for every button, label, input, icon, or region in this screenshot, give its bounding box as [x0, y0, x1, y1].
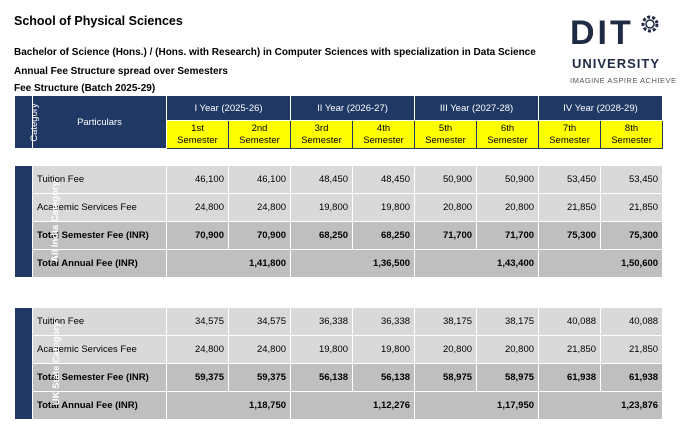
row-label-semester-total: Total Semester Fee (INR)	[33, 222, 167, 250]
total-cell: 61,938	[601, 364, 663, 392]
fee-cell: 50,900	[477, 166, 539, 194]
year-header-3: III Year (2027-28)	[415, 96, 539, 121]
fee-cell: 48,450	[291, 166, 353, 194]
total-cell: 56,138	[291, 364, 353, 392]
category-header-cell	[15, 96, 40, 149]
semester-header: 5th Semester	[415, 121, 477, 149]
fee-cell: 38,175	[477, 308, 539, 336]
logo-dit-text: DIT	[570, 14, 634, 52]
annual-total-cell: 1,23,876	[539, 392, 663, 420]
fee-cell: 21,850	[601, 336, 663, 364]
annual-total-cell: 1,18,750	[167, 392, 291, 420]
spacer-row	[15, 278, 663, 308]
row-label-annual-total: Total Annual Fee (INR)	[33, 250, 167, 278]
semester-header: 4th Semester	[353, 121, 415, 149]
fee-cell: 36,338	[291, 308, 353, 336]
year-header-4: IV Year (2028-29)	[539, 96, 663, 121]
gear-icon	[638, 12, 662, 36]
fee-cell: 40,088	[539, 308, 601, 336]
fee-cell: 46,100	[167, 166, 229, 194]
annual-total-cell: 1,50,600	[539, 250, 663, 278]
fee-cell: 46,100	[229, 166, 291, 194]
fee-cell: 19,800	[291, 194, 353, 222]
year-header-2: II Year (2026-27)	[291, 96, 415, 121]
fee-cell: 21,850	[539, 336, 601, 364]
fee-cell: 24,800	[229, 194, 291, 222]
fee-cell: 19,800	[353, 194, 415, 222]
total-cell: 56,138	[353, 364, 415, 392]
logo-tagline: IMAGINE ASPIRE ACHIEVE	[570, 76, 677, 85]
fee-cell: 20,800	[415, 336, 477, 364]
batch-title: Fee Structure (Batch 2025-29)	[14, 83, 156, 94]
row-label-academic: Academic Services Fee	[33, 194, 167, 222]
annual-total-cell: 1,43,400	[415, 250, 539, 278]
fee-structure-table	[14, 95, 663, 420]
semester-header: 1st Semester	[167, 121, 229, 149]
fee-cell: 19,800	[353, 336, 415, 364]
annual-total-cell: 1,12,276	[291, 392, 415, 420]
semester-header: 3rd Semester	[291, 121, 353, 149]
logo-university-text: UNIVERSITY	[572, 56, 661, 71]
total-cell: 58,975	[415, 364, 477, 392]
fee-cell: 34,575	[167, 308, 229, 336]
fee-subtitle: Annual Fee Structure spread over Semesters	[14, 66, 228, 77]
fee-cell: 21,850	[601, 194, 663, 222]
row-label-tuition: Tuition Fee	[33, 308, 167, 336]
fee-cell: 20,800	[477, 336, 539, 364]
category-label: UK State Category	[51, 321, 63, 406]
annual-total-cell: 1,36,500	[291, 250, 415, 278]
semester-header: 7th Semester	[539, 121, 601, 149]
fee-cell: 38,175	[415, 308, 477, 336]
fee-cell: 36,338	[353, 308, 415, 336]
total-cell: 58,975	[477, 364, 539, 392]
dit-university-logo	[566, 10, 677, 92]
total-cell: 68,250	[291, 222, 353, 250]
total-cell: 75,300	[601, 222, 663, 250]
fee-cell: 24,800	[229, 336, 291, 364]
year-header-1: I Year (2025-26)	[167, 96, 291, 121]
total-cell: 68,250	[353, 222, 415, 250]
fee-cell: 19,800	[291, 336, 353, 364]
fee-cell: 24,800	[167, 336, 229, 364]
total-cell: 59,375	[229, 364, 291, 392]
total-cell: 75,300	[539, 222, 601, 250]
fee-cell: 34,575	[229, 308, 291, 336]
spacer-row	[15, 149, 663, 166]
annual-total-cell: 1,17,950	[415, 392, 539, 420]
total-cell: 70,900	[167, 222, 229, 250]
fee-cell: 53,450	[601, 166, 663, 194]
semester-header: 2nd Semester	[229, 121, 291, 149]
category-header: Category	[28, 102, 40, 142]
row-label-tuition: Tuition Fee	[33, 166, 167, 194]
row-label-annual-total: Total Annual Fee (INR)	[33, 392, 167, 420]
semester-header: 6th Semester	[477, 121, 539, 149]
total-cell: 59,375	[167, 364, 229, 392]
school-title: School of Physical Sciences	[14, 14, 183, 28]
total-cell: 71,700	[415, 222, 477, 250]
total-cell: 71,700	[477, 222, 539, 250]
program-title: Bachelor of Science (Hons.) / (Hons. with Research) in Computer Sciences with specialization in Data Science	[14, 47, 536, 58]
fee-cell: 48,450	[353, 166, 415, 194]
fee-cell: 24,800	[167, 194, 229, 222]
total-cell: 70,900	[229, 222, 291, 250]
fee-cell: 20,800	[415, 194, 477, 222]
fee-cell: 20,800	[477, 194, 539, 222]
semester-header: 8th Semester	[601, 121, 663, 149]
fee-cell: 21,850	[539, 194, 601, 222]
fee-cell: 53,450	[539, 166, 601, 194]
fee-cell: 50,900	[415, 166, 477, 194]
particulars-header: Particulars	[33, 96, 167, 149]
category-label: All India Category	[49, 181, 61, 262]
row-label-semester-total: Total Semester Fee (INR)	[33, 364, 167, 392]
row-label-academic: Academic Services Fee	[33, 336, 167, 364]
total-cell: 61,938	[539, 364, 601, 392]
annual-total-cell: 1,41,800	[167, 250, 291, 278]
fee-cell: 40,088	[601, 308, 663, 336]
